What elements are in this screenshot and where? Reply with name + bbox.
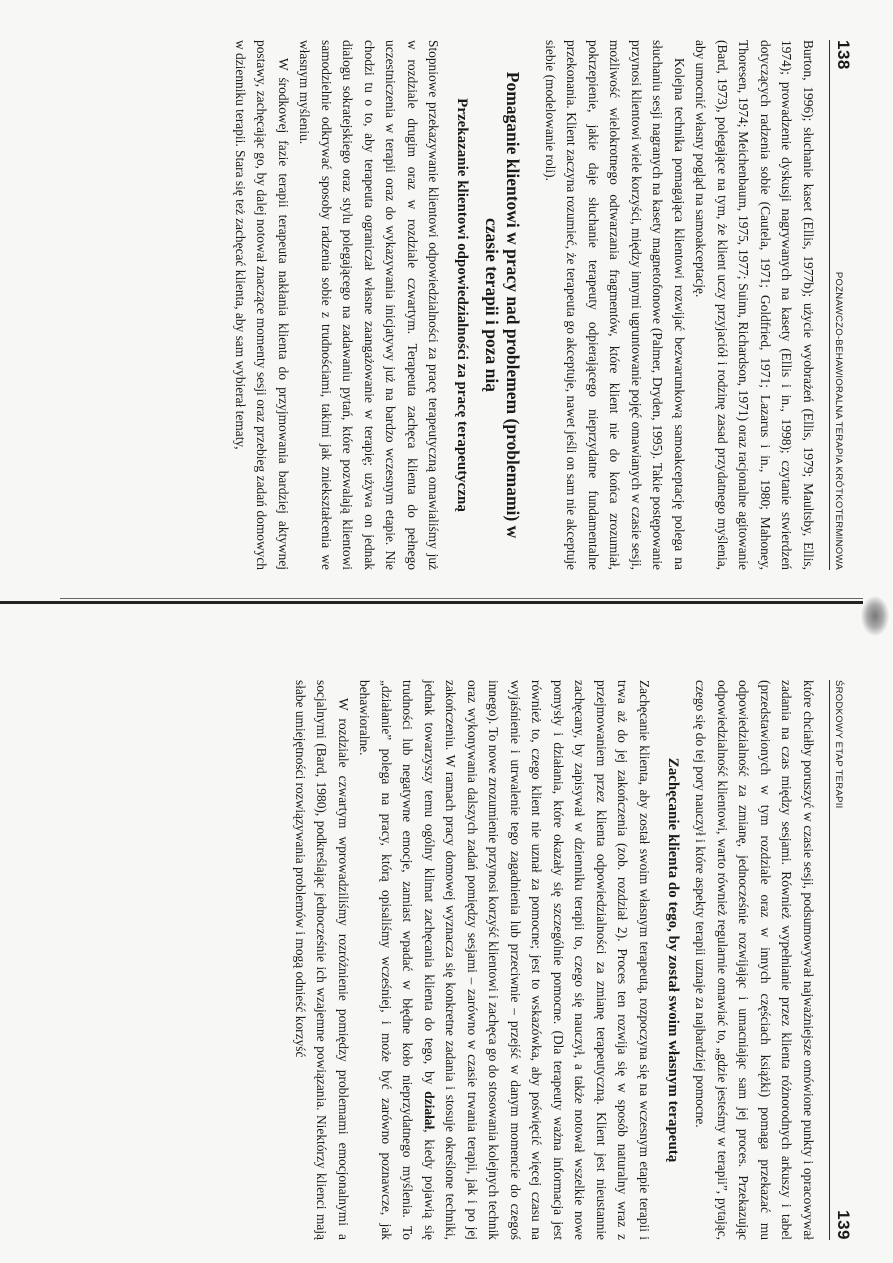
paragraph-text: Zachęcanie klienta, aby został swoim własnym terapeutą, rozpoczyna się na wczesnym etapie terapii i trwa aż do jej zakończenia (zob. rozdział 2). Proces ten rozwija się w sposób naturalny wraz z przejmowaniem przez klienta odpowiedzialności za zmianę terapeutyczną. Klient jest nieustannie zachęcany, by zapisywał w dzienniku terapii to, czego się nauczył, a także notował wszelkie nowe pomysły i działania, które okazały się szczególnie pomocne. (Dla terapeuty ważna informacja jest również to, czego klient nie uznał za pomocne; jest to wskazówka, aby poświęcić więcej czasu na wyjaśnienie i utrwalenie tego zagadnienia lub przeciwnie – przejść w danym momencie do czegoś innego). To nowe zrozumienie przynosi korzyść klientowi i zachęca go do stosowania kolejnych technik oraz wykonywania dalszych zadań pomiędzy sesjami – zarówno w czasie trwania terapii, jak i po jej zakończeniu. W ramach pracy domowej wyznacza się konkretne zadania i stosuje określone techniki, jednak towarzyszy temu ogólny klimat zachęcania klienta do tego, by	[422, 680, 652, 1240]
paragraph: Kolejna technika pomagająca klientowi rozwijać bezwarunkową samoakceptację polega na słuchaniu sesji nagranych na kasety magnetofonowe (Palmer, Dryden, 1995). Takie postępowanie przynosi klientowi wiele korzyści, między innymi ugruntowanie pojęć omawianych w czasie sesji, możliwość wielokrotnego odtwarzania fragmentów, które klient nie do końca zrozumiał, pokrzepienie, jakie daje słuchanie terapeuty odpierającego nieprzydatne fundamentalne przekonania. Klient zaczyna rozumieć, że terapeuta go akceptuje, nawet jeśli on sam nie akceptuje siebie (modelowanie roli).	[543, 40, 687, 570]
bold-term: działał	[422, 1091, 437, 1130]
book-gutter	[0, 595, 893, 609]
paragraph	[354, 680, 655, 1240]
running-head: ŚRODKOWY ETAP TERAPII	[833, 680, 844, 809]
left-page	[103, 0, 893, 590]
left-page-body	[230, 40, 820, 570]
section-heading: Zachęcanie klienta do tego, by został swoim własnym terapeutą	[665, 757, 681, 1163]
paragraph: które chciałby poruszyć w czasie sesji, podsumowywał najważniejsze omówione punkty i opracowywał zadania na czas między sesjami. Również wypełnianie przez klienta różnorodnych arkuszy i tabel (przedstawionych w tym rozdziale oraz w innych częściach książki) pomaga przekazać mu odpowiedzialność za zmianę, jednocześnie rozwijając i umacniając sam jej proces. Przekazując odpowiedzialność klientowi, warto również regularnie omawiać to, „gdzie jesteśmy w terapii”, pytając, czego się do tej pory nauczył i które aspekty terapii uznaje za najbardziej pomocne.	[693, 680, 816, 1240]
paragraph: W rozdziale czwartym wprowadziliśmy rozróżnienie pomiędzy problemami emocjonalnymi a socjalnymi (Bard, 1980), podkreślając jednocześnie ich wzajemne powiązania. Niektórzy klienci mają słabe umiejętności rozwiązywania problemów i mogą odnieść korzyść	[293, 680, 351, 1240]
page-number: 138	[834, 40, 853, 70]
section-heading: Pomaganie klientowi w pracy nad problemem (problemami) w czasie terapii i poza nią	[482, 71, 524, 539]
right-page	[103, 640, 893, 1260]
right-page-header	[829, 680, 855, 1240]
running-head: POZNAWCZO-BEHAWIORALNA TERAPIA KRÓTKOTERMINOWA	[833, 271, 844, 570]
right-page-body	[290, 680, 820, 1240]
page-number: 139	[834, 1210, 853, 1240]
left-page-header	[829, 40, 855, 570]
paragraph: Burton, 1996); słuchanie kaset (Ellis, 1977b); użycie wyobrażeń (Ellis, 1979; Maultsby, Ellis, 1974); prowadzenie dyskusji nagrywanych na kasety (Ellis i in., 1998); czytanie stwierdzeń dotyczących radzenia sobie (Cautela, 1971; Goldfried, 1971; Lazarus i in., 1980; Mahoney, Thoresen, 1974; Meichenbaum, 1975, 1977; Suinn, Richardson, 1971) oraz racjonalne agitowanie (Bard, 1973), polegające na tym, że klient uczy przyjaciół i rodzinę zasad przydatnego myślenia, aby umocnić własny pogląd na samoakceptację.	[693, 40, 816, 570]
paragraph: Stopniowe przekazywanie klientowi odpowiedzialności za pracę terapeutyczną omawialiśmy już w rozdziale drugim oraz w rozdziale czwartym. Terapeuta zachęca klienta do pełnego uczestniczenia w terapii oraz do wykazywania inicjatywy już na bardzo wczesnym etapie. Nie chodzi tu o to, aby terapeuta ograniczał własne zaangażowanie w terapię; używa on jednak dialogu sokratejskiego oraz stylu polegającego na zadawaniu pytań, które pozwalają klientowi samodzielnie odkrywać sposoby radzenia sobie z trudnościami, takimi jak zniekształcenia we własnym myśleniu.	[297, 40, 442, 570]
subsection-heading: Przekazanie klientowi odpowiedzialności za pracę terapeutyczną	[454, 98, 471, 512]
paragraph-text: , kiedy pojawią się trudności lub negatywne emocje, zamiast wpadać w błędne koło nieprzydatnego myślenia. To „działanie” polega na pracy, którą opisaliśmy wcześniej, i może być zarówno poznawcze, jak behawioralne.	[357, 680, 437, 1240]
scan-smudge	[861, 596, 889, 636]
paragraph: W środkowej fazie terapii terapeuta nakłania klienta do przyjmowania bardziej aktywnej postawy, zachęcając go, by dalej notował znaczące momenty sesji oraz przebieg zadań domowych w dzienniku terapii. Stara się też zachęcać klienta, aby sam wybierał tematy,	[233, 40, 291, 570]
